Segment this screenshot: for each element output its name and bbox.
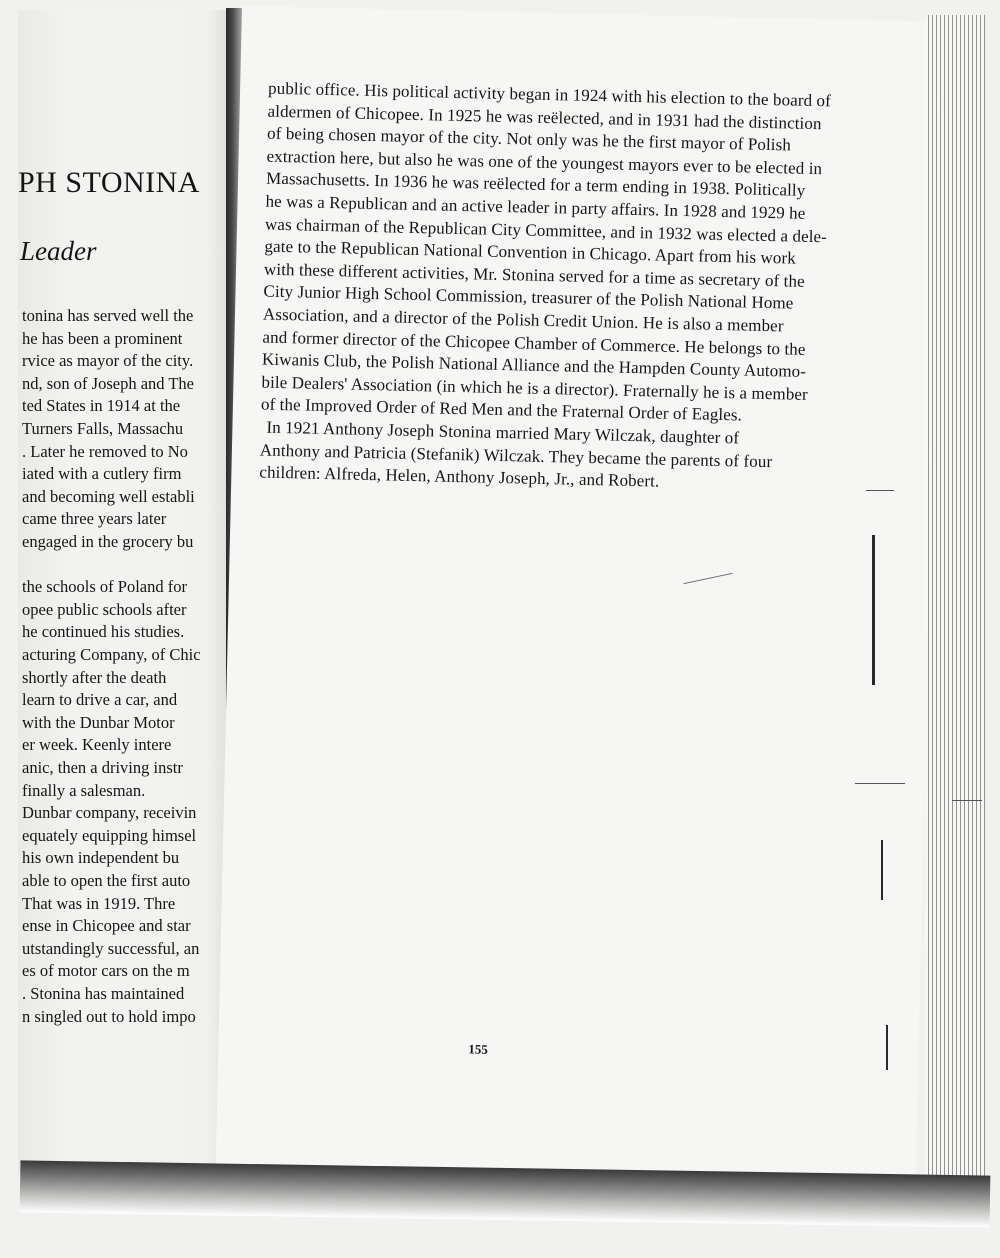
right-page-line: Association, and a director of the Polish Credit Union. He is also a member xyxy=(262,304,784,336)
left-page-line: utstandingly successful, an xyxy=(22,938,200,958)
left-page-line: he has been a prominent xyxy=(22,328,183,348)
left-page-line: shortly after the death xyxy=(22,667,167,687)
left-page-line: . Stonina has maintained xyxy=(22,984,185,1003)
left-page-line: nd, son of Joseph and The xyxy=(22,373,195,393)
left-page-line: tonina has served well the xyxy=(22,306,194,325)
left-page-line: and becoming well establi xyxy=(22,486,195,506)
left-page-line: with the Dunbar Motor xyxy=(22,712,175,732)
right-page-line: was chairman of the Republican City Committee, and in 1932 was elected a dele- xyxy=(264,214,828,246)
left-page-line: n singled out to hold impo xyxy=(22,1006,196,1026)
left-page-line: finally a salesman. xyxy=(22,780,146,800)
left-page-subheading: Leader xyxy=(20,236,97,266)
right-page-line: Kiwanis Club, the Polish National Alliance and the Hampden County Automo- xyxy=(261,349,807,382)
left-page-line: er week. Keenly intere xyxy=(22,735,172,755)
right-page-line: bile Dealers' Association (in which he is a director). Fraternally he is a member xyxy=(261,372,809,404)
right-page-line: City Junior High School Commission, treasurer of the Polish National Home xyxy=(263,281,794,313)
left-page-line: came three years later xyxy=(22,509,167,529)
right-page-line: of the Improved Order of Red Men and the Fraternal Order of Eagles. xyxy=(260,394,743,425)
scan-artifact-streak xyxy=(886,1025,888,1070)
right-page-body xyxy=(242,6,942,491)
left-page-line: able to open the first auto xyxy=(22,871,191,890)
left-page-line: ense in Chicopee and star xyxy=(22,916,191,936)
left-page-line: equately equipping himsel xyxy=(22,825,197,845)
right-page-line: In 1921 Anthony Joseph Stonina married Mary Wilczak, daughter of xyxy=(266,417,740,448)
right-page-line: children: Alfreda, Helen, Anthony Joseph, Jr., and Robert. xyxy=(259,462,660,491)
right-page-line: Anthony and Patricia (Stefanik) Wilczak. They became the parents of four xyxy=(259,440,773,471)
right-page-line: aldermen of Chicopee. In 1925 he was reëlected, and in 1931 had the distinction xyxy=(267,101,822,133)
right-page-line: and former director of the Chicopee Chamber of Commerce. He belongs to the xyxy=(262,327,806,359)
left-page-line: his own independent bu xyxy=(22,848,180,868)
scan-artifact-streak xyxy=(872,535,875,685)
scan-artifact-streak xyxy=(881,840,883,900)
right-page-line: Massachusetts. In 1936 he was reëlected for a term ending in 1938. Politically xyxy=(265,168,806,201)
right-page-line: public office. His political activity began in 1924 with his election to the board of xyxy=(267,78,832,111)
left-page-line: rvice as mayor of the city. xyxy=(22,351,194,371)
left-page-line: iated with a cutlery firm xyxy=(22,464,182,484)
scan-artifact-dash xyxy=(866,490,894,491)
left-page-line: Turners Falls, Massachu xyxy=(22,419,184,438)
left-page-line: opee public schools after xyxy=(22,599,187,619)
right-page-line: extraction here, but also he was one of the youngest mayors ever to be elected in xyxy=(266,146,823,178)
left-page-heading: PH STONINA xyxy=(18,166,200,199)
page-edges-stack xyxy=(925,15,985,1205)
scan-artifact-dash xyxy=(952,800,982,801)
left-page-line: anic, then a driving instr xyxy=(22,758,183,777)
left-page-line: acturing Company, of Chic xyxy=(22,645,201,664)
left-page-line: Dunbar company, receivin xyxy=(22,803,197,823)
page-number: 155 xyxy=(468,1041,489,1057)
left-page-line: That was in 1919. Thre xyxy=(22,893,176,913)
right-page xyxy=(215,6,942,1212)
right-page-line: he was a Republican and an active leader in party affairs. In 1928 and 1929 he xyxy=(265,191,806,223)
right-page-line: with these different activities, Mr. Stonina served for a time as secretary of the xyxy=(263,259,805,291)
left-page-line: engaged in the grocery bu xyxy=(22,532,194,551)
left-page-line: . Later he removed to No xyxy=(22,441,188,461)
left-page-line: the schools of Poland for xyxy=(22,577,187,597)
left-page-line: ted States in 1914 at the xyxy=(22,396,181,416)
right-page-line: gate to the Republican National Convention in Chicago. Apart from his work xyxy=(264,236,797,268)
left-page-line: es of motor cars on the m xyxy=(22,961,190,981)
left-page-line: learn to drive a car, and xyxy=(22,690,178,710)
left-page-line: he continued his studies. xyxy=(22,622,185,642)
scan-artifact-dash xyxy=(855,783,905,784)
right-page-line: of being chosen mayor of the city. Not only was he the first mayor of Polish xyxy=(266,123,792,155)
left-page xyxy=(18,10,240,1175)
